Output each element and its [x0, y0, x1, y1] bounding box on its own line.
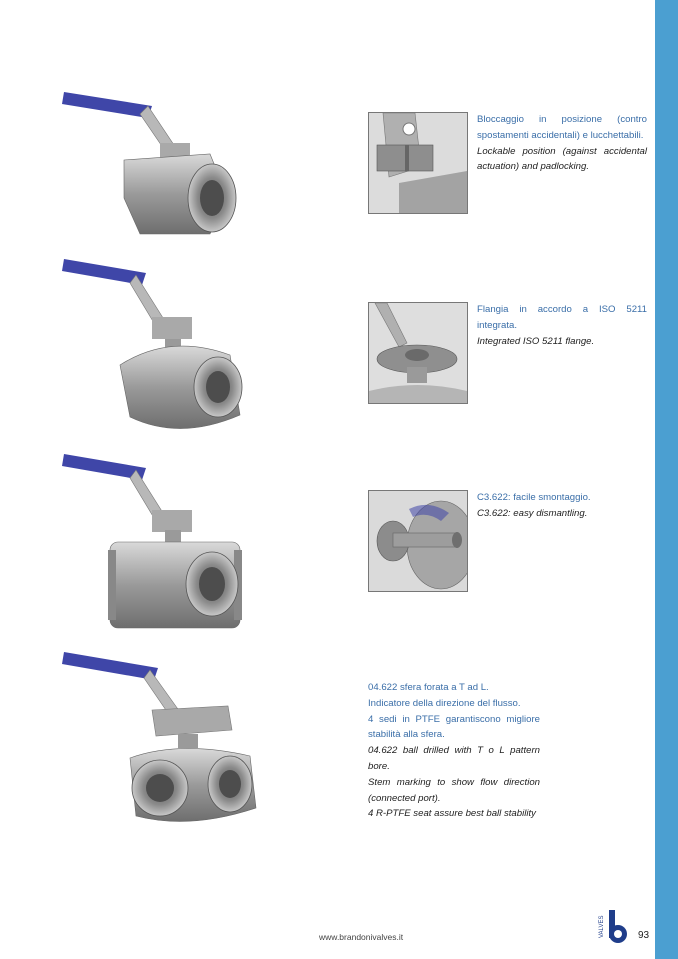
description-dismantling-english: C3.622: easy dismantling. — [477, 507, 588, 519]
description-three-way-italian-3: 4 sedi in PTFE garantiscono migliore stabilità alla sfera. — [368, 713, 540, 741]
description-three-way-english-2: Stem marking to show flow direction (connected port). — [368, 776, 540, 804]
description-three-way-italian-2: Indicatore della direzione del flusso. — [368, 697, 521, 709]
detail-image-lock — [368, 112, 468, 214]
svg-text:VALVES: VALVES — [599, 915, 605, 938]
valve-image-2 — [60, 255, 260, 440]
description-three-way-italian-1: 04.622 sfera forata a T ad L. — [368, 682, 489, 693]
side-accent-bar — [655, 0, 678, 959]
description-dismantling — [477, 490, 647, 522]
valve-image-1 — [60, 88, 260, 238]
description-three-way-english-3: 4 R-PTFE seat assure best ball stability — [368, 808, 536, 820]
description-dismantling-italian: C3.622: facile smontaggio. — [477, 492, 591, 503]
description-lock — [477, 112, 647, 175]
description-lock-english: Lockable position (against accidental actuation) and padlocking. — [477, 145, 647, 173]
detail-image-flange — [368, 302, 468, 404]
brandoni-logo-icon — [597, 908, 629, 944]
valve-image-4 — [60, 648, 260, 828]
footer-website: www.brandonivalves.it — [319, 932, 404, 942]
description-three-way-english-1: 04.622 ball drilled with T o L pattern bore. — [368, 745, 540, 772]
description-three-way — [368, 680, 540, 822]
valve-image-3 — [60, 450, 260, 635]
description-flange-italian: Flangia in accordo a ISO 5211 integrata. — [477, 304, 647, 331]
description-lock-italian: Bloccaggio in posizione (contro spostamenti accidentali) e lucchettabili. — [477, 114, 647, 141]
description-flange — [477, 302, 647, 349]
page-number: 93 — [638, 930, 650, 941]
description-flange-english: Integrated ISO 5211 flange. — [477, 335, 595, 347]
detail-image-dismantling — [368, 490, 468, 592]
